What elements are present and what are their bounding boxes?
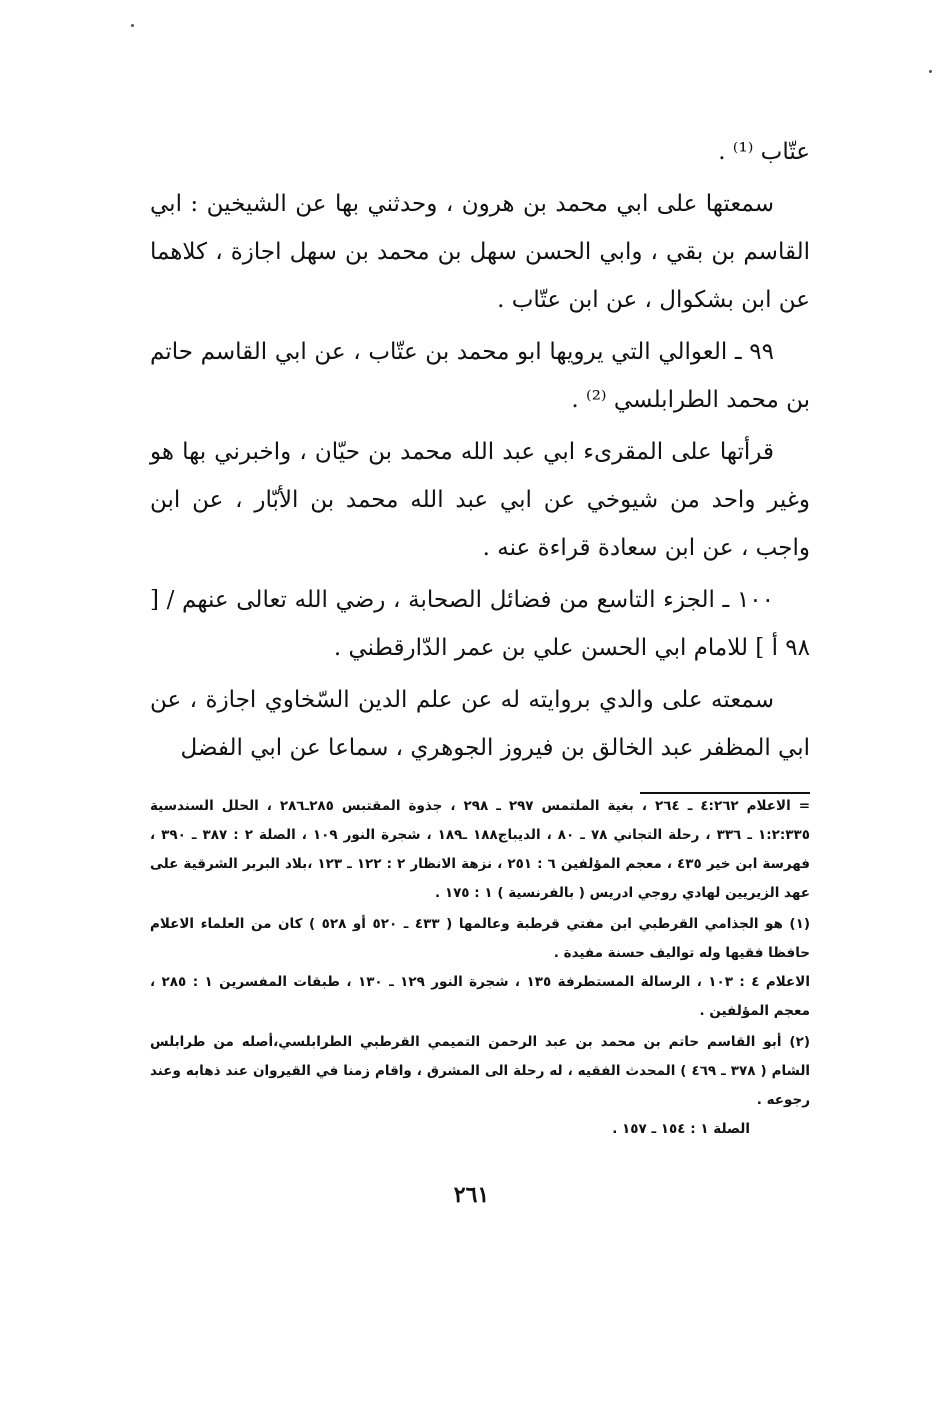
main-paragraph: سمعتها على ابي محمد بن هرون ، وحدثني بها عن الشيخين : ابي القاسم بن بقي ، وابي الحسن سهل بن محمد بن سهل اجازة ، كلاهما عن ابن بشكوال ، عن ابن عتّاب . [150,191,810,313]
main-line: عتّاب ⁽¹⁾ . [718,139,810,165]
footnote-continuation: = الاعلام ٤:٢٦٢ ـ ٢٦٤ ، بغية الملتمس ٢٩٧ ـ ٢٩٨ ، جذوة المقتبس ٢٨٥ـ٢٨٦ ، الحلل السندسية ١:٢:٣٣٥ ـ ٣٣٦ ، رحلة التجاني ٧٨ ـ ٨٠ ، الديباج١٨٨ ـ١٨٩ ، شجرة النور ١٠٩ ، الصلة ٢ : ٣٨٧ ـ ٣٩٠ ، فهرسة ابن خير ٤٣٥ ، معجم المؤلفين ٦ : ٢٥١ ، نزهة الانظار ٢ : ١٢٢ ـ ١٢٣ ،بلاد البربر الشرقية على عهد الزيريين لهادي روجي ادريس ( بالفرنسية ) ١ : ١٧٥ . [150,798,811,901]
scan-speck [929,70,932,73]
main-paragraph: قرأتها على المقرىء ابي عبد الله محمد بن حيّان ، واخبرني بها هو وغير واحد من شيوخي عن ابي عبد الله محمد بن الأبّار ، عن ابن واجب ، عن ابن سعادة قراءة عنه . [150,439,810,561]
scan-speck [131,24,134,27]
main-text [150,128,810,776]
footnotes [150,790,810,1144]
footnote-2: (٢) أبو القاسم حاتم بن محمد بن عبد الرحمن التميمي القرطبي الطرابلسي،أصله من طرابلس الشام ( ٣٧٨ ـ ٤٦٩ ) المحدث الفقيه ، له رحلة الى المشرق ، واقام زمنا في القيروان عند ذهابه وعند رجوعه . [150,1034,811,1108]
entry-100: ١٠٠ ـ الجزء التاسع من فضائل الصحابة ، رضي الله تعالى عنهم / [ ٩٨ أ ] للامام ابي الحسن علي بن عمر الدّارقطني . [150,587,810,661]
footnote-2-sources: الصلة ١ : ١٥٤ ـ ١٥٧ . [612,1121,750,1137]
footnote-1: (١) هو الجذامي القرطبي ابن مفتي قرطبة وعالمها ( ٤٣٣ ـ ٥٢٠ أو ٥٢٨ ) كان من العلماء الاعلام حافظا فقيها وله تواليف حسنة مفيدة . [150,916,811,961]
entry-99: ٩٩ ـ العوالي التي يرويها ابو محمد بن عتّاب ، عن ابي القاسم حاتم بن محمد الطرابلسي ⁽²⁾ . [150,339,810,413]
main-paragraph: سمعته على والدي بروايته له عن علم الدين السّخاوي اجازة ، عن ابي المظفر عبد الخالق بن فيروز الجوهري ، سماعا عن ابي الفضل [150,687,810,761]
footnote-1-sources: الاعلام ٤ : ١٠٣ ، الرسالة المستطرفة ١٣٥ ، شجرة النور ١٢٩ ـ ١٣٠ ، طبقات المفسرين ١ : ٢٨٥ ، معجم المؤلفين . [150,974,810,1019]
page-number: ٢٦١ [453,1182,490,1208]
